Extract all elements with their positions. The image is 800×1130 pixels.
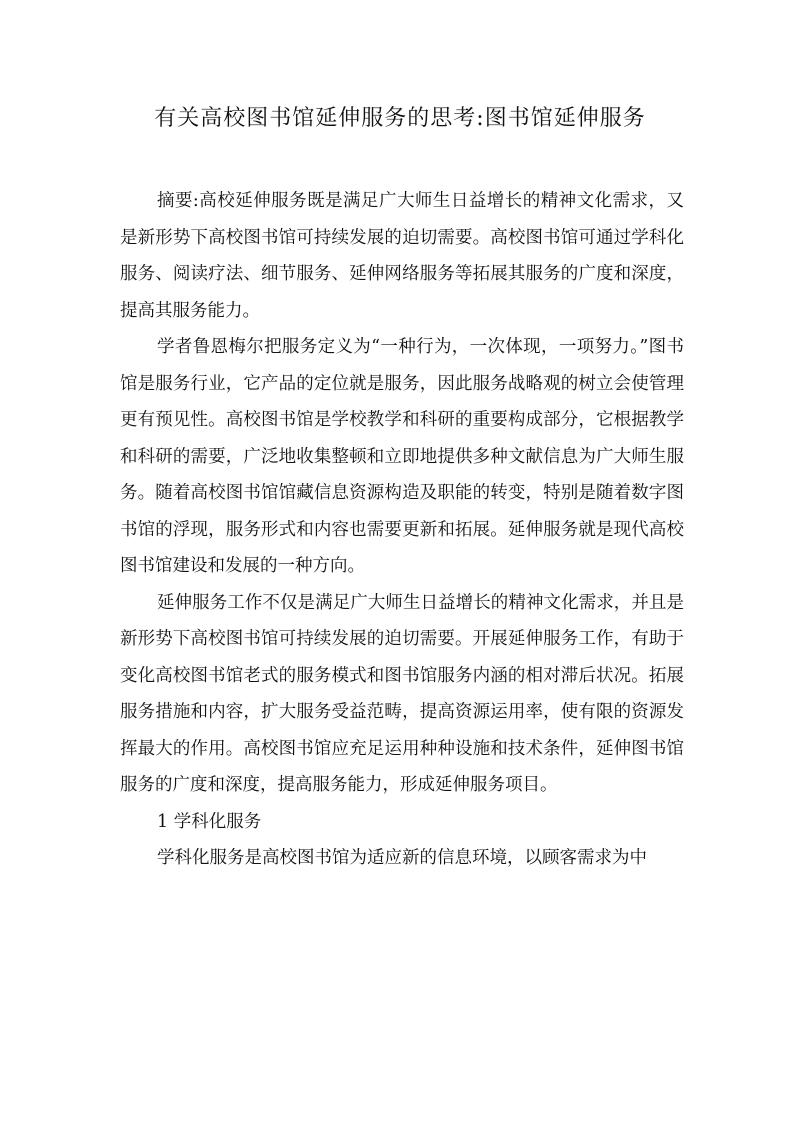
abstract-paragraph: 摘要:高校延伸服务既是满足广大师生日益增长的精神文化需求，又是新形势下高校图书馆可持续发展的迫切需要。高校图书馆可通过学科化服务、阅读疗法、细节服务、延伸网络服务等拓展其服务的广度和深度，提高其服务能力。 (120, 191, 684, 321)
document-title: 有关高校图书馆延伸服务的思考:图书馆延伸服务 (154, 106, 646, 131)
section-paragraph: 学科化服务是高校图书馆为适应新的信息环境，以顾客需求为中 (157, 848, 647, 868)
body-paragraph: 延伸服务工作不仅是满足广大师生日益增长的精神文化需求，并且是新形势下高校图书馆可持续发展的迫切需要。开展延伸服务工作，有助于变化高校图书馆老式的服务模式和图书馆服务内涵的相对滞后状况。拓展服务措施和内容，扩大服务受益范畴，提高资源运用率，使有限的资源发挥最大的作用。高校图书馆应充足运用种种设施和技术条件，延伸图书馆服务的广度和深度，提高服务能力，形成延伸服务项目。 (120, 592, 684, 795)
section-heading: 1 学科化服务 (157, 811, 262, 832)
document-body (120, 183, 684, 877)
body-paragraph: 学者鲁恩梅尔把服务定义为“一种行为，一次体现，一项努力。”图书馆是服务行业，它产品的定位就是服务，因此服务战略观的树立会使管理更有预见性。高校图书馆是学校教学和科研的重要构成部分，它根据教学和科研的需要，广泛地收集整顿和立即地提供多种文献信息为广大师生服务。随着高校图书馆馆藏信息资源构造及职能的转变，特别是随着数字图书馆的浮现，服务形式和内容也需要更新和拓展。延伸服务就是现代高校图书馆建设和发展的一种方向。 (120, 337, 684, 576)
